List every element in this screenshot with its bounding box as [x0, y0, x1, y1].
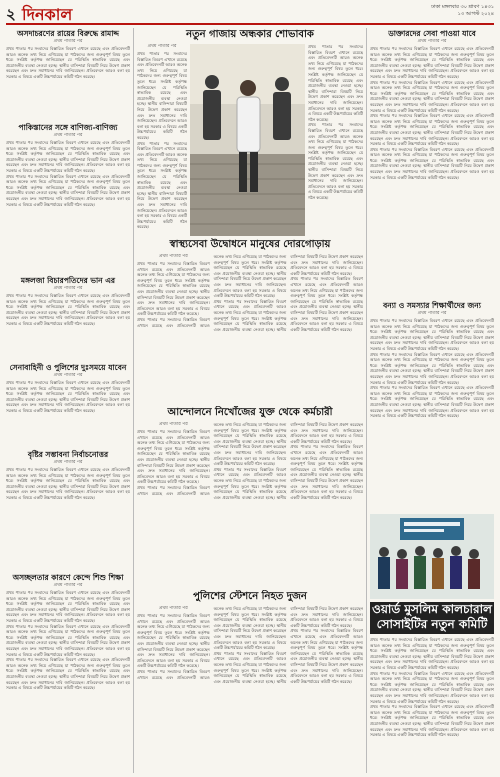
- article-a5: [6, 449, 130, 569]
- center-top-headline-box: [137, 28, 363, 42]
- headline: ওয়ার্ড মুসলিম কালচারাল সোসাইটির নতুন কমিটি: [372, 602, 492, 631]
- article-body: প্রথম পাতার পর সংবাদের বিস্তারিত বিবরণ এখানে রয়েছে এবং প্রতিবেদনটি আরও অনেক তথ্য নিয়ে এগিয়েছে যা পাঠকদের জন্য গুরুত্বপূর্ণ বিষয় তুলে ধরে। সংশ্লিষ্ট কর্তৃপক্ষ জানিয়েছেন যে পরিস্থিতি স্বাভাবিক রয়েছে এবং প্রয়োজনীয় ব্যবস্থা নেওয়া হচ্ছে। স্থানীয় বাসিন্দারা বিষয়টি নিয়ে উদ্বেগ প্রকাশ করেছেন এবং দ্রুত সমাধানের দাবি জানিয়েছেন। প্রতিবেদনে আরও বলা হয় সরকার এ বিষয়ে একটি উচ্চপর্যায়ের কমিটি গঠন করেছে।: [137, 261, 210, 317]
- article-body: প্রথম পাতার পর সংবাদের বিস্তারিত বিবরণ এখানে রয়েছে এবং প্রতিবেদনটি আরও অনেক তথ্য নিয়ে এগিয়েছে যা পাঠকদের জন্য গুরুত্বপূর্ণ বিষয় তুলে ধরে। সংশ্লিষ্ট কর্তৃপক্ষ জানিয়েছেন যে পরিস্থিতি স্বাভাবিক রয়েছে এবং প্রয়োজনীয় ব্যবস্থা নেওয়া হচ্ছে। স্থানীয় বাসিন্দারা বিষয়টি নিয়ে উদ্বেগ প্রকাশ করেছেন এবং দ্রুত সমাধানের দাবি জানিয়েছেন। প্রতিবেদনে আরও বলা হয় সরকার এ বিষয়ে একটি উচ্চপর্যায়ের কমিটি গঠন করেছে।: [137, 606, 287, 680]
- article-body: প্রথম পাতার পর সংবাদের বিস্তারিত বিবরণ এখানে রয়েছে এবং প্রতিবেদনটি আরও অনেক তথ্য নিয়ে এগিয়েছে যা পাঠকদের জন্য গুরুত্বপূর্ণ বিষয় তুলে ধরে। সংশ্লিষ্ট কর্তৃপক্ষ জানিয়েছেন যে পরিস্থিতি স্বাভাবিক রয়েছে এবং প্রয়োজনীয় ব্যবস্থা নেওয়া হচ্ছে। স্থানীয় বাসিন্দারা বিষয়টি নিয়ে উদ্বেগ প্রকাশ করেছেন এবং দ্রুত সমাধানের দাবি জানিয়েছেন। প্রতিবেদনে আরও বলা হয় সরকার এ বিষয়ে একটি উচ্চপর্যায়ের কমিটি গঠন করেছে।: [6, 623, 130, 657]
- headline: বৃষ্টির সম্ভাবনা নির্বাচনোত্তর: [27, 450, 109, 459]
- article-body: প্রথম পাতার পর সংবাদের বিস্তারিত বিবরণ এখানে রয়েছে এবং প্রতিবেদনটি আরও অনেক তথ্য নিয়ে এগিয়েছে যা পাঠকদের জন্য গুরুত্বপূর্ণ বিষয় তুলে ধরে। সংশ্লিষ্ট কর্তৃপক্ষ জানিয়েছেন যে পরিস্থিতি স্বাভাবিক রয়েছে এবং প্রয়োজনীয় ব্যবস্থা নেওয়া হচ্ছে। স্থানীয় বাসিন্দারা বিষয়টি নিয়ে উদ্বেগ প্রকাশ করেছেন এবং দ্রুত সমাধানের দাবি জানিয়েছেন। প্রতিবেদনে আরও বলা হয় সরকার এ বিষয়ে একটি উচ্চপর্যায়ের কমিটি গঠন করেছে।: [370, 113, 494, 147]
- article-body: প্রথম পাতার পর সংবাদের বিস্তারিত বিবরণ এখানে রয়েছে এবং প্রতিবেদনটি আরও অনেক তথ্য নিয়ে এগিয়েছে যা পাঠকদের জন্য গুরুত্বপূর্ণ বিষয় তুলে ধরে। সংশ্লিষ্ট কর্তৃপক্ষ জানিয়েছেন যে পরিস্থিতি স্বাভাবিক রয়েছে এবং প্রয়োজনীয় ব্যবস্থা নেওয়া হচ্ছে। স্থানীয় বাসিন্দারা বিষয়টি নিয়ে উদ্বেগ প্রকাশ করেছেন এবং দ্রুত সমাধানের দাবি জানিয়েছেন। প্রতিবেদনে আরও বলা হয় সরকার এ বিষয়ে একটি উচ্চপর্যায়ের কমিটি গঠন করেছে।: [370, 385, 494, 419]
- article-body: প্রথম পাতার পর সংবাদের বিস্তারিত বিবরণ এখানে রয়েছে এবং প্রতিবেদনটি আরও অনেক তথ্য নিয়ে এগিয়েছে যা পাঠকদের জন্য গুরুত্বপূর্ণ বিষয় তুলে ধরে। সংশ্লিষ্ট কর্তৃপক্ষ জানিয়েছেন যে পরিস্থিতি স্বাভাবিক রয়েছে এবং প্রয়োজনীয় ব্যবস্থা নেওয়া হচ্ছে। স্থানীয় বাসিন্দারা বিষয়টি নিয়ে উদ্বেগ প্রকাশ করেছেন এবং দ্রুত সমাধানের দাবি জানিয়েছেন। প্রতিবেদনে আরও বলা হয় সরকার এ বিষয়ে একটি উচ্চপর্যায়ের কমিটি গঠন করেছে।: [290, 444, 363, 500]
- article-body: প্রথম পাতার পর সংবাদের বিস্তারিত বিবরণ এখানে রয়েছে এবং প্রতিবেদনটি আরও অনেক তথ্য নিয়ে এগিয়েছে যা পাঠকদের জন্য গুরুত্বপূর্ণ বিষয় তুলে ধরে। সংশ্লিষ্ট কর্তৃপক্ষ জানিয়েছেন যে পরিস্থিতি স্বাভাবিক রয়েছে এবং প্রয়োজনীয় ব্যবস্থা নেওয়া হচ্ছে। স্থানীয় বাসিন্দারা বিষয়টি নিয়ে উদ্বেগ প্রকাশ করেছেন এবং দ্রুত সমাধানের দাবি জানিয়েছেন। প্রতিবেদনে আরও বলা হয় সরকার এ বিষয়ে একটি উচ্চপর্যায়ের কমিটি গঠন করেছে।: [6, 46, 130, 79]
- center-mid-headline-box: [137, 238, 363, 252]
- byline: প্রথম পাতার পর: [417, 311, 447, 316]
- article-body: প্রথম পাতার পর সংবাদের বিস্তারিত বিবরণ এখানে রয়েছে এবং প্রতিবেদনটি আরও অনেক তথ্য নিয়ে এগিয়েছে যা পাঠকদের জন্য গুরুত্বপূর্ণ বিষয় তুলে ধরে। সংশ্লিষ্ট কর্তৃপক্ষ জানিয়েছেন যে পরিস্থিতি স্বাভাবিক রয়েছে এবং প্রয়োজনীয় ব্যবস্থা নেওয়া হচ্ছে। স্থানীয় বাসিন্দারা বিষয়টি নিয়ে উদ্বেগ প্রকাশ করেছেন এবং দ্রুত সমাধানের দাবি জানিয়েছেন। প্রতিবেদনে আরও বলা হয় সরকার এ বিষয়ে একটি উচ্চপর্যায়ের কমিটি গঠন করেছে।: [6, 657, 130, 691]
- article-body: প্রথম পাতার পর সংবাদের বিস্তারিত বিবরণ এখানে রয়েছে এবং প্রতিবেদনটি আরও অনেক তথ্য নিয়ে এগিয়েছে যা পাঠকদের জন্য গুরুত্বপূর্ণ বিষয় তুলে ধরে। সংশ্লিষ্ট কর্তৃপক্ষ জানিয়েছেন যে পরিস্থিতি স্বাভাবিক রয়েছে এবং প্রয়োজনীয় ব্যবস্থা নেওয়া হচ্ছে। স্থানীয় বাসিন্দারা বিষয়টি নিয়ে উদ্বেগ প্রকাশ করেছেন এবং দ্রুত সমাধানের দাবি জানিয়েছেন। প্রতিবেদনে আরও বলা হয় সরকার এ বিষয়ে একটি উচ্চপর্যায়ের কমিটি গঠন করেছে।: [370, 670, 494, 704]
- group-photo: [370, 514, 494, 599]
- headline: নতুন গাজায় অন্ধকার শোভাবাক: [186, 29, 314, 40]
- headline: অসচ্ছলতার কারণে কেন্দে শিশু শিক্ষা: [12, 573, 124, 582]
- article-body: প্রথম পাতার পর সংবাদের বিস্তারিত বিবরণ এখানে রয়েছে এবং প্রতিবেদনটি আরও অনেক তথ্য নিয়ে এগিয়েছে যা পাঠকদের জন্য গুরুত্বপূর্ণ বিষয় তুলে ধরে। সংশ্লিষ্ট কর্তৃপক্ষ জানিয়েছেন যে পরিস্থিতি স্বাভাবিক রয়েছে এবং প্রয়োজনীয় ব্যবস্থা নেওয়া হচ্ছে। স্থানীয় বাসিন্দারা বিষয়টি নিয়ে উদ্বেগ প্রকাশ করেছেন এবং দ্রুত সমাধানের দাবি জানিয়েছেন। প্রতিবেদনে আরও বলা হয় সরকার এ বিষয়ে একটি উচ্চপর্যায়ের কমিটি গঠন করেছে।: [6, 380, 130, 413]
- paper-name: দিনকাল: [22, 5, 73, 24]
- article-right-top: [370, 28, 494, 296]
- article-a3: [6, 275, 130, 360]
- article-a6: [6, 572, 130, 772]
- article-body: প্রথম পাতার পর সংবাদের বিস্তারিত বিবরণ এখানে রয়েছে এবং প্রতিবেদনটি আরও অনেক তথ্য নিয়ে এগিয়েছে যা পাঠকদের জন্য গুরুত্বপূর্ণ বিষয় তুলে ধরে। সংশ্লিষ্ট কর্তৃপক্ষ জানিয়েছেন যে পরিস্থিতি স্বাভাবিক রয়েছে এবং প্রয়োজনীয় ব্যবস্থা নেওয়া হচ্ছে। স্থানীয় বাসিন্দারা বিষয়টি নিয়ে উদ্বেগ প্রকাশ করেছেন এবং দ্রুত সমাধানের দাবি জানিয়েছেন। প্রতিবেদনে আরও বলা হয় সরকার এ বিষয়ে একটি উচ্চপর্যায়ের কমিটি গঠন করেছে।: [6, 467, 130, 500]
- center-low-article: [137, 422, 363, 587]
- center-bottom-article: [137, 606, 363, 772]
- article-a4: [6, 362, 130, 447]
- article-body: প্রথম পাতার পর সংবাদের বিস্তারিত বিবরণ এখানে রয়েছে এবং প্রতিবেদনটি আরও অনেক তথ্য নিয়ে এগিয়েছে যা পাঠকদের জন্য গুরুত্বপূর্ণ বিষয় তুলে ধরে। সংশ্লিষ্ট কর্তৃপক্ষ জানিয়েছেন যে পরিস্থিতি স্বাভাবিক রয়েছে এবং প্রয়োজনীয় ব্যবস্থা নেওয়া হচ্ছে। স্থানীয় বাসিন্দারা বিষয়টি নিয়ে উদ্বেগ প্রকাশ করেছেন এবং দ্রুত সমাধানের দাবি জানিয়েছেন। প্রতিবেদনে আরও বলা হয় সরকার এ বিষয়ে একটি উচ্চপর্যায়ের কমিটি গঠন করেছে।: [370, 46, 494, 79]
- article-body: প্রথম পাতার পর সংবাদের বিস্তারিত বিবরণ এখানে রয়েছে এবং প্রতিবেদনটি আরও অনেক তথ্য নিয়ে এগিয়েছে যা পাঠকদের জন্য গুরুত্বপূর্ণ বিষয় তুলে ধরে। সংশ্লিষ্ট কর্তৃপক্ষ জানিয়েছেন যে পরিস্থিতি স্বাভাবিক রয়েছে এবং প্রয়োজনীয় ব্যবস্থা নেওয়া হচ্ছে। স্থানীয় বাসিন্দারা বিষয়টি নিয়ে উদ্বেগ প্রকাশ করেছেন এবং দ্রুত সমাধানের দাবি জানিয়েছেন। প্রতিবেদনে আরও বলা হয় সরকার এ বিষয়ে একটি উচ্চপর্যায়ের কমিটি গঠন করেছে।: [137, 254, 287, 328]
- article-body: প্রথম পাতার পর সংবাদের বিস্তারিত বিবরণ এখানে রয়েছে এবং প্রতিবেদনটি আরও অনেক তথ্য নিয়ে এগিয়েছে যা পাঠকদের জন্য গুরুত্বপূর্ণ বিষয় তুলে ধরে। সংশ্লিষ্ট কর্তৃপক্ষ জানিয়েছেন যে পরিস্থিতি স্বাভাবিক রয়েছে এবং প্রয়োজনীয় ব্যবস্থা নেওয়া হচ্ছে। স্থানীয় বাসিন্দারা বিষয়টি নিয়ে উদ্বেগ প্রকাশ করেছেন এবং দ্রুত সমাধানের দাবি জানিয়েছেন। প্রতিবেদনে আরও বলা হয় সরকার এ বিষয়ে একটি উচ্চপর্যায়ের কমিটি গঠন করেছে।: [137, 429, 210, 485]
- headline: মঙ্গলজা বিচারপতিদের ভান এর: [20, 276, 116, 285]
- article-body: প্রথম পাতার পর সংবাদের বিস্তারিত বিবরণ এখানে রয়েছে এবং প্রতিবেদনটি আরও অনেক তথ্য নিয়ে এগিয়েছে যা পাঠকদের জন্য গুরুত্বপূর্ণ বিষয় তুলে ধরে। সংশ্লিষ্ট কর্তৃপক্ষ জানিয়েছেন যে পরিস্থিতি স্বাভাবিক রয়েছে এবং প্রয়োজনীয় ব্যবস্থা নেওয়া হচ্ছে। স্থানীয় বাসিন্দারা বিষয়টি নিয়ে উদ্বেগ প্রকাশ করেছেন এবং দ্রুত সমাধানের দাবি জানিয়েছেন। প্রতিবেদনে আরও বলা হয় সরকার এ বিষয়ে একটি উচ্চপর্যায়ের কমিটি গঠন করেছে।: [370, 79, 494, 113]
- headline: পুলিশের স্টেশনে নিহত দুজন: [193, 591, 307, 602]
- article-body: প্রথম পাতার পর সংবাদের বিস্তারিত বিবরণ এখানে রয়েছে এবং প্রতিবেদনটি আরও অনেক তথ্য নিয়ে এগিয়েছে যা পাঠকদের জন্য গুরুত্বপূর্ণ বিষয় তুলে ধরে। সংশ্লিষ্ট কর্তৃপক্ষ জানিয়েছেন যে পরিস্থিতি স্বাভাবিক রয়েছে এবং প্রয়োজনীয় ব্যবস্থা নেওয়া হচ্ছে। স্থানীয় বাসিন্দারা বিষয়টি নিয়ে উদ্বেগ প্রকাশ করেছেন এবং দ্রুত সমাধানের দাবি জানিয়েছেন। প্রতিবেদনে আরও বলা হয় সরকার এ বিষয়ে একটি উচ্চপর্যায়ের কমিটি গঠন করেছে।: [6, 140, 130, 173]
- byline: প্রথম পাতার পর: [53, 460, 83, 465]
- article-body: প্রথম পাতার পর সংবাদের বিস্তারিত বিবরণ এখানে রয়েছে এবং প্রতিবেদনটি আরও অনেক তথ্য নিয়ে এগিয়েছে যা পাঠকদের জন্য গুরুত্বপূর্ণ বিষয় তুলে ধরে। সংশ্লিষ্ট কর্তৃপক্ষ জানিয়েছেন যে পরিস্থিতি স্বাভাবিক রয়েছে এবং প্রয়োজনীয় ব্যবস্থা নেওয়া হচ্ছে। স্থানীয় বাসিন্দারা বিষয়টি নিয়ে উদ্বেগ প্রকাশ করেছেন এবং দ্রুত সমাধানের দাবি জানিয়েছেন। প্রতিবেদনে আরও বলা হয় সরকার এ বিষয়ে একটি উচ্চপর্যায়ের কমিটি গঠন করেছে।: [137, 140, 187, 230]
- article-a1: [6, 28, 130, 120]
- byline: প্রথম পাতার পর: [53, 373, 83, 378]
- column-rule: [133, 28, 134, 773]
- column-rule: [366, 28, 367, 773]
- article-body: প্রথম পাতার পর সংবাদের বিস্তারিত বিবরণ এখানে রয়েছে এবং প্রতিবেদনটি আরও অনেক তথ্য নিয়ে এগিয়েছে যা পাঠকদের জন্য গুরুত্বপূর্ণ বিষয় তুলে ধরে। সংশ্লিষ্ট কর্তৃপক্ষ জানিয়েছেন যে পরিস্থিতি স্বাভাবিক রয়েছে এবং প্রয়োজনীয় ব্যবস্থা নেওয়া হচ্ছে। স্থানীয় বাসিন্দারা বিষয়টি নিয়ে উদ্বেগ প্রকাশ করেছেন এবং দ্রুত সমাধানের দাবি জানিয়েছেন। প্রতিবেদনে আরও বলা হয় সরকার এ বিষয়ে একটি উচ্চপর্যায়ের কমিটি গঠন করেছে।: [290, 276, 363, 332]
- article-body: প্রথম পাতার পর সংবাদের বিস্তারিত বিবরণ এখানে রয়েছে এবং প্রতিবেদনটি আরও অনেক তথ্য নিয়ে এগিয়েছে যা পাঠকদের জন্য গুরুত্বপূর্ণ বিষয় তুলে ধরে। সংশ্লিষ্ট কর্তৃপক্ষ জানিয়েছেন যে পরিস্থিতি স্বাভাবিক রয়েছে এবং প্রয়োজনীয় ব্যবস্থা নেওয়া হচ্ছে। স্থানীয় বাসিন্দারা বিষয়টি নিয়ে উদ্বেগ প্রকাশ করেছেন এবং দ্রুত সমাধানের দাবি জানিয়েছেন। প্রতিবেদনে আরও বলা হয় সরকার এ বিষয়ে একটি উচ্চপর্যায়ের কমিটি গঠন করেছে।: [308, 44, 363, 122]
- article-body: প্রথম পাতার পর সংবাদের বিস্তারিত বিবরণ এখানে রয়েছে এবং প্রতিবেদনটি আরও অনেক তথ্য নিয়ে এগিয়েছে যা পাঠকদের জন্য গুরুত্বপূর্ণ বিষয় তুলে ধরে। সংশ্লিষ্ট কর্তৃপক্ষ জানিয়েছেন যে পরিস্থিতি স্বাভাবিক রয়েছে এবং প্রয়োজনীয় ব্যবস্থা নেওয়া হচ্ছে। স্থানীয় বাসিন্দারা বিষয়টি নিয়ে উদ্বেগ প্রকাশ করেছেন এবং দ্রুত সমাধানের দাবি জানিয়েছেন। প্রতিবেদনে আরও বলা হয় সরকার এ বিষয়ে একটি উচ্চপর্যায়ের কমিটি গঠন করেছে।: [137, 613, 210, 669]
- masthead: [6, 3, 494, 25]
- headline: অসদাচরণের রায়ের বিরুদ্ধে রামাদ্দ: [17, 29, 119, 38]
- article-body: প্রথম পাতার পর সংবাদের বিস্তারিত বিবরণ এখানে রয়েছে এবং প্রতিবেদনটি আরও অনেক তথ্য নিয়ে এগিয়েছে যা পাঠকদের জন্য গুরুত্বপূর্ণ বিষয় তুলে ধরে। সংশ্লিষ্ট কর্তৃপক্ষ জানিয়েছেন যে পরিস্থিতি স্বাভাবিক রয়েছে এবং প্রয়োজনীয় ব্যবস্থা নেওয়া হচ্ছে। স্থানীয় বাসিন্দারা বিষয়টি নিয়ে উদ্বেগ প্রকাশ করেছেন এবং দ্রুত সমাধানের দাবি জানিয়েছেন। প্রতিবেদনে আরও বলা হয় সরকার এ বিষয়ে একটি উচ্চপর্যায়ের কমিটি গঠন করেছে।: [6, 173, 130, 207]
- article-body: প্রথম পাতার পর সংবাদের বিস্তারিত বিবরণ এখানে রয়েছে এবং প্রতিবেদনটি আরও অনেক তথ্য নিয়ে এগিয়েছে যা পাঠকদের জন্য গুরুত্বপূর্ণ বিষয় তুলে ধরে। সংশ্লিষ্ট কর্তৃপক্ষ জানিয়েছেন যে পরিস্থিতি স্বাভাবিক রয়েছে এবং প্রয়োজনীয় ব্যবস্থা নেওয়া হচ্ছে। স্থানীয় বাসিন্দারা বিষয়টি নিয়ে উদ্বেগ প্রকাশ করেছেন এবং দ্রুত সমাধানের দাবি জানিয়েছেন। প্রতিবেদনে আরও বলা হয় সরকার এ বিষয়ে একটি উচ্চপর্যায়ের কমিটি গঠন করেছে।: [370, 146, 494, 180]
- article-body: প্রথম পাতার পর সংবাদের বিস্তারিত বিবরণ এখানে রয়েছে এবং প্রতিবেদনটি আরও অনেক তথ্য নিয়ে এগিয়েছে যা পাঠকদের জন্য গুরুত্বপূর্ণ বিষয় তুলে ধরে। সংশ্লিষ্ট কর্তৃপক্ষ জানিয়েছেন যে পরিস্থিতি স্বাভাবিক রয়েছে এবং প্রয়োজনীয় ব্যবস্থা নেওয়া হচ্ছে। স্থানীয় বাসিন্দারা বিষয়টি নিয়ে উদ্বেগ প্রকাশ করেছেন এবং দ্রুত সমাধানের দাবি জানিয়েছেন। প্রতিবেদনে আরও বলা হয় সরকার এ বিষয়ে একটি উচ্চপর্যায়ের কমিটি গঠন করেছে।: [6, 590, 130, 623]
- photo-scene: [190, 44, 305, 236]
- article-body: প্রথম পাতার পর সংবাদের বিস্তারিত বিবরণ এখানে রয়েছে এবং প্রতিবেদনটি আরও অনেক তথ্য নিয়ে এগিয়েছে যা পাঠকদের জন্য গুরুত্বপূর্ণ বিষয় তুলে ধরে। সংশ্লিষ্ট কর্তৃপক্ষ জানিয়েছেন যে পরিস্থিতি স্বাভাবিক রয়েছে এবং প্রয়োজনীয় ব্যবস্থা নেওয়া হচ্ছে। স্থানীয় বাসিন্দারা বিষয়টি নিয়ে উদ্বেগ প্রকাশ করেছেন এবং দ্রুত সমাধানের দাবি জানিয়েছেন। প্রতিবেদনে আরও বলা হয় সরকার এ বিষয়ে একটি উচ্চপর্যায়ের কমিটি গঠন করেছে।: [6, 293, 130, 326]
- photo-headline: [370, 602, 494, 634]
- center-bottom-headline-box: [137, 590, 363, 604]
- headline: আন্দোলনে নিখোঁজের যুক্ত থেকে কর্মচারী: [167, 407, 333, 418]
- center-top-text-left: [137, 44, 187, 236]
- center-low-headline-box: [137, 406, 363, 420]
- headline: স্বাস্থ্যসেবা উদ্বোধনে মানুষের দোরগোড়ায়: [169, 239, 331, 250]
- headline: ডাক্তারদের সেবা পাওয়া যাবে: [388, 29, 476, 38]
- article-body: প্রথম পাতার পর সংবাদের বিস্তারিত বিবরণ এখানে রয়েছে এবং প্রতিবেদনটি আরও অনেক তথ্য নিয়ে এগিয়েছে যা পাঠকদের জন্য গুরুত্বপূর্ণ বিষয় তুলে ধরে। সংশ্লিষ্ট কর্তৃপক্ষ জানিয়েছেন যে পরিস্থিতি স্বাভাবিক রয়েছে এবং প্রয়োজনীয় ব্যবস্থা নেওয়া হচ্ছে। স্থানীয় বাসিন্দারা বিষয়টি নিয়ে উদ্বেগ প্রকাশ করেছেন এবং দ্রুত সমাধানের দাবি জানিয়েছেন। প্রতিবেদনে আরও বলা হয় সরকার এ বিষয়ে একটি উচ্চপর্যায়ের কমিটি গঠন করেছে।: [213, 422, 363, 500]
- date-line-1: ঢাকা মঙ্গলবার ৩০ শ্রাবণ ১৪৩১: [431, 4, 494, 10]
- center-mid-article: [137, 254, 363, 404]
- article-body: প্রথম পাতার পর সংবাদের বিস্তারিত বিবরণ এখানে রয়েছে এবং প্রতিবেদনটি আরও অনেক তথ্য নিয়ে এগিয়েছে যা পাঠকদের জন্য গুরুত্বপূর্ণ বিষয় তুলে ধরে। সংশ্লিষ্ট কর্তৃপক্ষ জানিয়েছেন যে পরিস্থিতি স্বাভাবিক রয়েছে এবং প্রয়োজনীয় ব্যবস্থা নেওয়া হচ্ছে। স্থানীয় বাসিন্দারা বিষয়টি নিয়ে উদ্বেগ প্রকাশ করেছেন এবং দ্রুত সমাধানের দাবি জানিয়েছেন। প্রতিবেদনে আরও বলা হয় সরকার এ বিষয়ে একটি উচ্চপর্যায়ের কমিটি গঠন করেছে।: [370, 318, 494, 351]
- headline: পাকিস্তানের সঙ্গে বাণিজ্য-বাণিজ্য: [18, 123, 118, 132]
- byline: প্রথম পাতার পর: [147, 44, 177, 49]
- photo-scene: [370, 514, 494, 599]
- article-body: প্রথম পাতার পর সংবাদের বিস্তারিত বিবরণ এখানে রয়েছে এবং প্রতিবেদনটি আরও অনেক তথ্য নিয়ে এগিয়েছে যা পাঠকদের জন্য গুরুত্বপূর্ণ বিষয় তুলে ধরে। সংশ্লিষ্ট কর্তৃপক্ষ জানিয়েছেন যে পরিস্থিতি স্বাভাবিক রয়েছে এবং প্রয়োজনীয় ব্যবস্থা নেওয়া হচ্ছে। স্থানীয় বাসিন্দারা বিষয়টি নিয়ে উদ্বেগ প্রকাশ করেছেন এবং দ্রুত সমাধানের দাবি জানিয়েছেন। প্রতিবেদনে আরও বলা হয় সরকার এ বিষয়ে একটি উচ্চপর্যায়ের কমিটি গঠন করেছে।: [213, 254, 363, 332]
- date-line-2: ১৩ আগস্ট ২০২৪: [457, 11, 494, 17]
- article-body: প্রথম পাতার পর সংবাদের বিস্তারিত বিবরণ এখানে রয়েছে এবং প্রতিবেদনটি আরও অনেক তথ্য নিয়ে এগিয়েছে যা পাঠকদের জন্য গুরুত্বপূর্ণ বিষয় তুলে ধরে। সংশ্লিষ্ট কর্তৃপক্ষ জানিয়েছেন যে পরিস্থিতি স্বাভাবিক রয়েছে এবং প্রয়োজনীয় ব্যবস্থা নেওয়া হচ্ছে। স্থানীয় বাসিন্দারা বিষয়টি নিয়ে উদ্বেগ প্রকাশ করেছেন এবং দ্রুত সমাধানের দাবি জানিয়েছেন। প্রতিবেদনে আরও বলা হয় সরকার এ বিষয়ে একটি উচ্চপর্যায়ের কমিটি গঠন করেছে।: [370, 351, 494, 385]
- article-body: প্রথম পাতার পর সংবাদের বিস্তারিত বিবরণ এখানে রয়েছে এবং প্রতিবেদনটি আরও অনেক তথ্য নিয়ে এগিয়েছে যা পাঠকদের জন্য গুরুত্বপূর্ণ বিষয় তুলে ধরে। সংশ্লিষ্ট কর্তৃপক্ষ জানিয়েছেন যে পরিস্থিতি স্বাভাবিক রয়েছে এবং প্রয়োজনীয় ব্যবস্থা নেওয়া হচ্ছে। স্থানীয় বাসিন্দারা বিষয়টি নিয়ে উদ্বেগ প্রকাশ করেছেন এবং দ্রুত সমাধানের দাবি জানিয়েছেন। প্রতিবেদনে আরও বলা হয় সরকার এ বিষয়ে একটি উচ্চপর্যায়ের কমিটি গঠন করেছে।: [308, 122, 363, 201]
- byline: প্রথম পাতার পর: [158, 422, 188, 427]
- article-a2: [6, 122, 130, 272]
- photo-caption: [370, 637, 494, 772]
- byline: প্রথম পাতার পর: [53, 133, 83, 138]
- article-right-mid: [370, 300, 494, 510]
- article-body: প্রথম পাতার পর সংবাদের বিস্তারিত বিবরণ এখানে রয়েছে এবং প্রতিবেদনটি আরও অনেক তথ্য নিয়ে এগিয়েছে যা পাঠকদের জন্য গুরুত্বপূর্ণ বিষয় তুলে ধরে। সংশ্লিষ্ট কর্তৃপক্ষ জানিয়েছেন যে পরিস্থিতি স্বাভাবিক রয়েছে এবং প্রয়োজনীয় ব্যবস্থা নেওয়া হচ্ছে। স্থানীয় বাসিন্দারা বিষয়টি নিয়ে উদ্বেগ প্রকাশ করেছেন এবং দ্রুত সমাধানের দাবি জানিয়েছেন। প্রতিবেদনে আরও বলা হয় সরকার এ বিষয়ে একটি উচ্চপর্যায়ের কমিটি গঠন করেছে।: [213, 606, 363, 684]
- article-body: প্রথম পাতার পর সংবাদের বিস্তারিত বিবরণ এখানে রয়েছে এবং প্রতিবেদনটি আরও অনেক তথ্য নিয়ে এগিয়েছে যা পাঠকদের জন্য গুরুত্বপূর্ণ বিষয় তুলে ধরে। সংশ্লিষ্ট কর্তৃপক্ষ জানিয়েছেন যে পরিস্থিতি স্বাভাবিক রয়েছে এবং প্রয়োজনীয় ব্যবস্থা নেওয়া হচ্ছে। স্থানীয় বাসিন্দারা বিষয়টি নিয়ে উদ্বেগ প্রকাশ করেছেন এবং দ্রুত সমাধানের দাবি জানিয়েছেন। প্রতিবেদনে আরও বলা হয় সরকার এ বিষয়ে একটি উচ্চপর্যায়ের কমিটি গঠন করেছে।: [370, 704, 494, 738]
- article-body: প্রথম পাতার পর সংবাদের বিস্তারিত বিবরণ এখানে রয়েছে এবং প্রতিবেদনটি আরও অনেক তথ্য নিয়ে এগিয়েছে যা পাঠকদের জন্য গুরুত্বপূর্ণ বিষয় তুলে ধরে। সংশ্লিষ্ট কর্তৃপক্ষ জানিয়েছেন যে পরিস্থিতি স্বাভাবিক রয়েছে এবং প্রয়োজনীয় ব্যবস্থা নেওয়া হচ্ছে। স্থানীয় বাসিন্দারা বিষয়টি নিয়ে উদ্বেগ প্রকাশ করেছেন এবং দ্রুত সমাধানের দাবি জানিয়েছেন। প্রতিবেদনে আরও বলা হয় সরকার এ বিষয়ে একটি উচ্চপর্যায়ের কমিটি গঠন করেছে।: [290, 628, 363, 684]
- byline: প্রথম পাতার পর: [158, 606, 188, 611]
- article-body: প্রথম পাতার পর সংবাদের বিস্তারিত বিবরণ এখানে রয়েছে এবং প্রতিবেদনটি আরও অনেক তথ্য নিয়ে এগিয়েছে যা পাঠকদের জন্য গুরুত্বপূর্ণ বিষয় তুলে ধরে। সংশ্লিষ্ট কর্তৃপক্ষ জানিয়েছেন যে পরিস্থিতি স্বাভাবিক রয়েছে এবং প্রয়োজনীয় ব্যবস্থা নেওয়া হচ্ছে। স্থানীয় বাসিন্দারা বিষয়টি নিয়ে উদ্বেগ প্রকাশ করেছেন এবং দ্রুত সমাধানের দাবি জানিয়েছেন। প্রতিবেদনে আরও বলা হয় সরকার এ বিষয়ে একটি উচ্চপর্যায়ের কমিটি গঠন করেছে।: [370, 637, 494, 670]
- byline: প্রথম পাতার পর: [53, 583, 83, 588]
- center-top-text-right: [308, 44, 363, 236]
- main-photo: [190, 44, 305, 236]
- byline: প্রথম পাতার পর: [417, 39, 447, 44]
- page-number: ২: [6, 5, 16, 23]
- headline: বন্যা ও সমস্যার শিক্ষার্থীদের জন্য: [383, 301, 481, 310]
- article-body: প্রথম পাতার পর সংবাদের বিস্তারিত বিবরণ এখানে রয়েছে এবং প্রতিবেদনটি আরও অনেক তথ্য নিয়ে এগিয়েছে যা পাঠকদের জন্য গুরুত্বপূর্ণ বিষয় তুলে ধরে। সংশ্লিষ্ট কর্তৃপক্ষ জানিয়েছেন যে পরিস্থিতি স্বাভাবিক রয়েছে এবং প্রয়োজনীয় ব্যবস্থা নেওয়া হচ্ছে। স্থানীয় বাসিন্দারা বিষয়টি নিয়ে উদ্বেগ প্রকাশ করেছেন এবং দ্রুত সমাধানের দাবি জানিয়েছেন। প্রতিবেদনে আরও বলা হয় সরকার এ বিষয়ে একটি উচ্চপর্যায়ের কমিটি গঠন করেছে।: [137, 422, 287, 496]
- headline: সেনাবাহিনী ও পুলিশের দুঃসময়ে যাবেন: [9, 363, 127, 372]
- byline: প্রথম পাতার পর: [53, 39, 83, 44]
- byline: প্রথম পাতার পর: [53, 286, 83, 291]
- byline: প্রথম পাতার পর: [158, 254, 188, 259]
- date-block: [374, 4, 494, 18]
- article-body: প্রথম পাতার পর সংবাদের বিস্তারিত বিবরণ এখানে রয়েছে এবং প্রতিবেদনটি আরও অনেক তথ্য নিয়ে এগিয়েছে যা পাঠকদের জন্য গুরুত্বপূর্ণ বিষয় তুলে ধরে। সংশ্লিষ্ট কর্তৃপক্ষ জানিয়েছেন যে পরিস্থিতি স্বাভাবিক রয়েছে এবং প্রয়োজনীয় ব্যবস্থা নেওয়া হচ্ছে। স্থানীয় বাসিন্দারা বিষয়টি নিয়ে উদ্বেগ প্রকাশ করেছেন এবং দ্রুত সমাধানের দাবি জানিয়েছেন। প্রতিবেদনে আরও বলা হয় সরকার এ বিষয়ে একটি উচ্চপর্যায়ের কমিটি গঠন করেছে।: [137, 51, 187, 140]
